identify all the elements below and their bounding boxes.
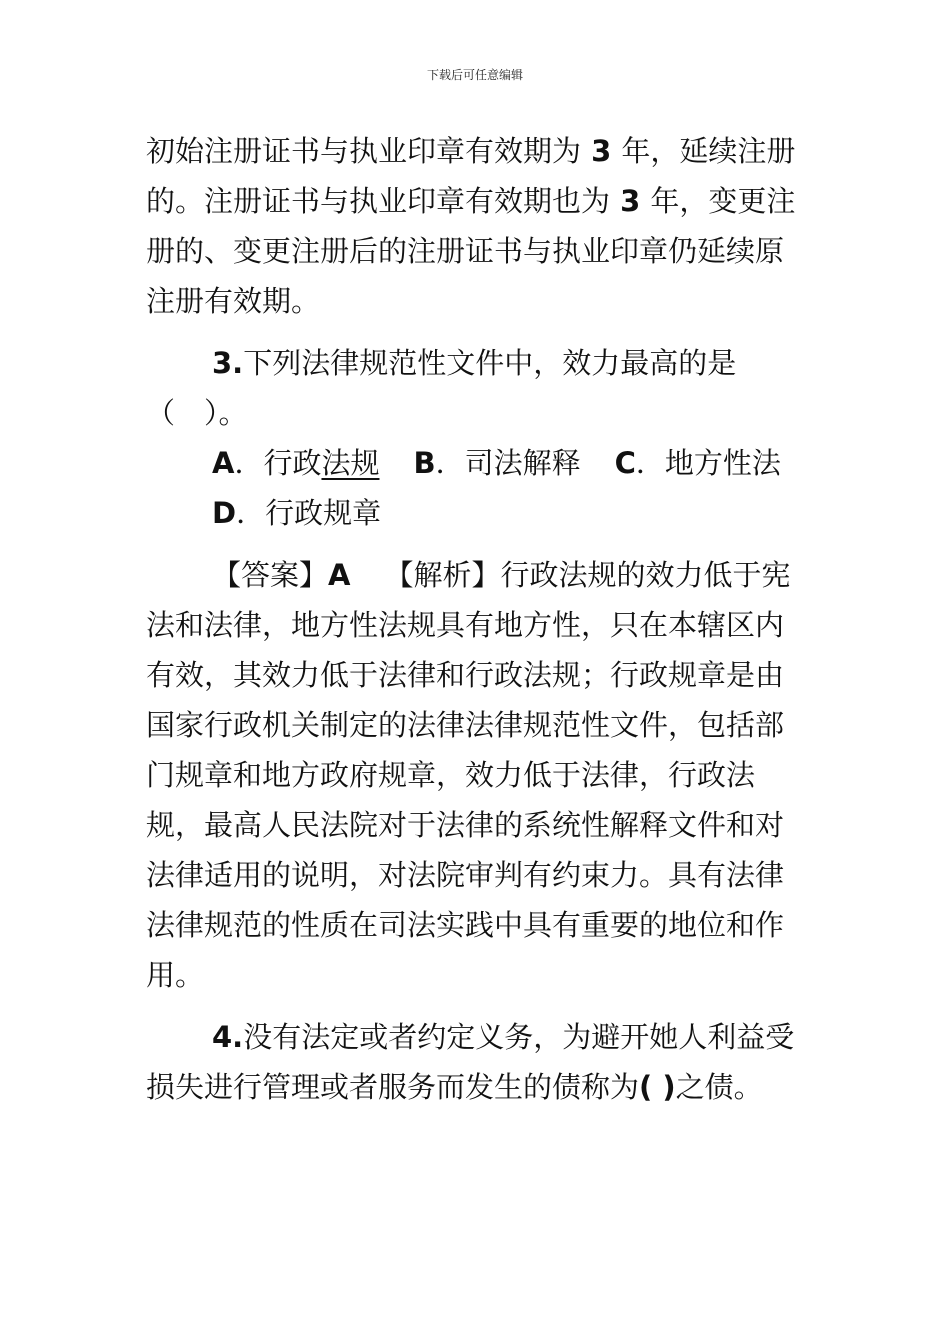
option-a-letter: A	[212, 446, 235, 480]
option-a-text: ．行政	[234, 446, 322, 480]
document-body	[146, 126, 812, 1112]
option-a-underlined: 法规	[321, 446, 380, 480]
analysis-label: 【解析】	[384, 558, 501, 592]
option-d-letter: D	[212, 496, 237, 530]
paragraph-registration-validity: 初始注册证书与执业印章有效期为 3 年，延续注册的。注册证书与执业印章有效期也为 3 年，变更注册的、变更注册后的注册证书与执业印章仍延续原注册有效期。	[146, 134, 796, 318]
question-4-blank: ( )	[639, 1070, 676, 1104]
question-4-stem: 4.没有法定或者约定义务，为避开她人利益受损失进行管理或者服务而发生的债称为( )之债。	[146, 1020, 795, 1104]
answer-value: A	[328, 558, 351, 592]
option-c-letter: C	[614, 446, 636, 480]
option-c-text: ．地方性法	[635, 446, 781, 480]
answer-label: 【答案】	[212, 558, 329, 592]
page-header: 下载后可任意编辑	[426, 68, 523, 82]
option-b-text: ．司法解释	[435, 446, 581, 480]
question-3-answer-analysis	[146, 550, 812, 1000]
analysis-text: 行政法规的效力低于宪法和法律，地方性法规具有地方性，只在本辖区内有效，其效力低于法律和行政法规；行政规章是由国家行政机关制定的法律法律规范性文件，包括部门规章和地方政府规章，效力低于法律，行政法规，最高人民法院对于法律的系统性解释文件和对法律适用的说明，对法院审判有约束力。具有法律法律规范的性质在司法实践中具有重要的地位和作用。	[146, 558, 791, 992]
question-3-stem: 3.下列法律规范性文件中，效力最高的是（ ）。	[146, 346, 737, 430]
option-d-text: ．行政规章	[236, 496, 382, 530]
option-b-letter: B	[413, 446, 436, 480]
question-3-options	[146, 438, 812, 538]
